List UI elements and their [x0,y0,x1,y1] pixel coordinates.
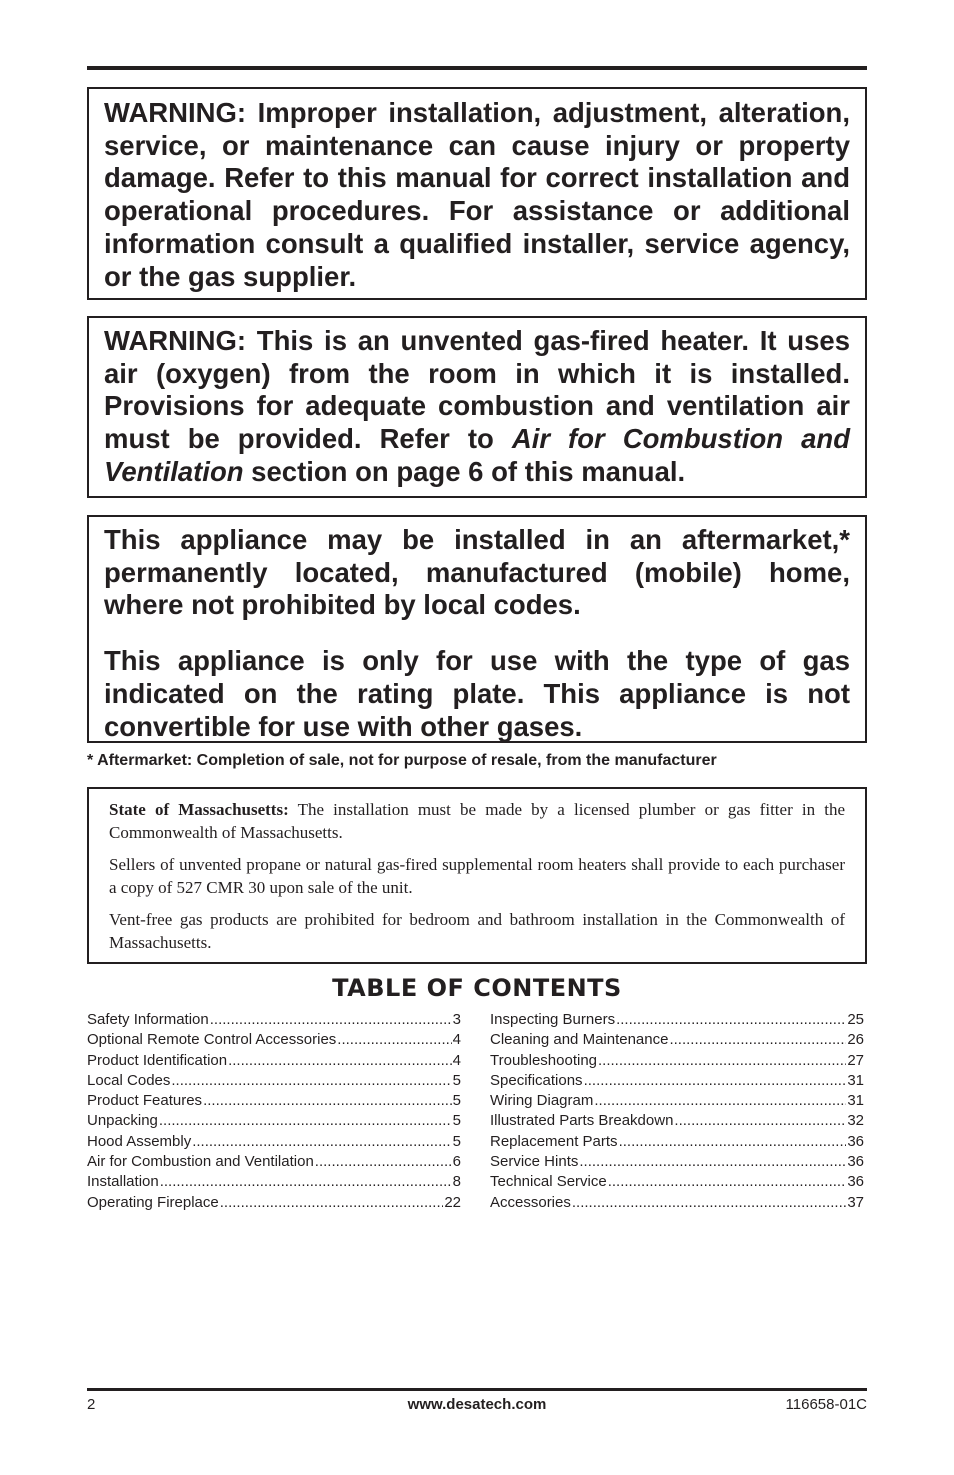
toc-leader-dots [228,1052,452,1069]
toc-leader-dots [171,1072,451,1089]
toc-leader-dots [220,1194,444,1211]
toc-entry-label: Specifications [490,1071,583,1089]
toc-entry-page: 5 [452,1132,461,1150]
toc-entry-page: 27 [847,1051,864,1069]
toc-entry[interactable] [490,1133,864,1153]
toc-entry-page: 37 [847,1193,864,1211]
toc-entry-label: Replacement Parts [490,1132,618,1150]
toc-entry[interactable] [490,1011,864,1031]
appliance-notice-box [87,515,867,743]
toc-leader-dots [337,1031,451,1048]
toc-entry[interactable] [490,1031,864,1051]
toc-entry-page: 4 [452,1031,461,1049]
toc-entry[interactable] [490,1112,864,1132]
toc-entry[interactable] [87,1011,461,1031]
toc-entry-page: 36 [847,1173,864,1191]
gas-type-notice: This appliance is only for use with the type of gas indicated on the rating plate. This appliance is not convertible for use with other gases. [104,645,850,742]
toc-entry-label: Installation [87,1173,159,1191]
toc-entry-label: Cleaning and Maintenance [490,1031,669,1049]
toc-entry-label: Inspecting Burners [490,1011,616,1028]
toc-entry-label: Safety Information [87,1011,209,1028]
aftermarket-footnote: * Aftermarket: Completion of sale, not for purpose of resale, from the manufacturer [87,752,717,769]
warning-box-unvented [87,316,867,498]
toc-entry-page: 26 [847,1031,864,1049]
toc-entry[interactable] [87,1173,461,1193]
massachusetts-box [87,787,867,964]
toc-leader-dots [619,1133,847,1150]
toc-entry-page: 31 [847,1092,864,1110]
mobile-home-notice: This appliance may be installed in an aftermarket,* permanently located, manufactured (mobile) home, where not prohibited by local codes. [104,524,850,621]
toc-entry-page: 6 [452,1153,461,1171]
toc-entry-label: Technical Service [490,1173,607,1191]
warning-unvented-section-ref: Air for Combustion and Ventilation [104,423,850,487]
toc-entry-label: Service Hints [490,1153,579,1171]
toc-entry-label: Unpacking [87,1112,158,1130]
toc-entry-label: Optional Remote Control Accessories [87,1031,337,1049]
toc-entry-label: Local Codes [87,1071,171,1089]
toc-entry[interactable] [87,1092,461,1112]
massachusetts-paragraph-2: Sellers of unvented propane or natural gas-fired supplemental room heaters shall provide to each purchaser a copy of 527 CMR 30 upon sale of the unit. [109,855,845,897]
toc-entry-page: 3 [452,1011,461,1028]
toc-entry-page: 5 [452,1092,461,1110]
massachusetts-p1-text: The installation must be made by a licensed plumber or gas fitter in the Commonwealth of Massachusetts. [109,800,845,842]
toc-entry-label: Accessories [490,1193,571,1211]
toc-entry-page: 25 [847,1011,864,1028]
website-url[interactable]: www.desatech.com [407,1396,547,1413]
toc-entry-page: 36 [847,1153,864,1171]
massachusetts-label: State of Massachusetts: [109,800,289,819]
toc-entry-page: 31 [847,1071,864,1089]
toc-entry[interactable] [87,1112,461,1132]
toc-leader-dots [598,1052,846,1069]
toc-leader-dots [616,1011,846,1028]
toc-entry-page: 8 [452,1173,461,1191]
toc-leader-dots [210,1011,452,1028]
warning-unvented-text [89,318,865,489]
toc-right-column [490,1011,864,1214]
toc-leader-dots [203,1092,452,1109]
toc-entry-label: Hood Assembly [87,1132,192,1150]
toc-leader-dots [192,1133,451,1150]
toc-entry[interactable] [87,1072,461,1092]
toc-leader-dots [579,1153,846,1170]
massachusetts-paragraph-3: Vent-free gas products are prohibited for bedroom and bathroom installation in the Commonwealth of Massachusetts. [109,910,845,952]
toc-leader-dots [594,1092,846,1109]
toc-leader-dots [584,1072,847,1089]
page-number: 2 [87,1396,96,1413]
toc-entry-label: Illustrated Parts Breakdown [490,1112,674,1130]
toc-entry[interactable] [490,1072,864,1092]
bottom-rule [87,1388,867,1391]
toc-entry[interactable] [490,1194,864,1214]
toc-entry[interactable] [87,1153,461,1173]
massachusetts-paragraph-1 [109,799,845,844]
toc-entry-label: Wiring Diagram [490,1092,594,1110]
toc-leader-dots [608,1173,847,1190]
toc-entry-label: Product Identification [87,1051,228,1069]
warning-installation-text: WARNING: Improper installation, adjustment, alteration, service, or maintenance can cause injury or property damage. Refer to this manual for correct installation and operational procedures. For assistance or additional information consult a qualified installer, service agency, or the gas supplier. [104,97,850,292]
top-rule [87,66,867,70]
toc-entry-page: 22 [444,1193,461,1211]
toc-entry[interactable] [490,1173,864,1193]
toc-entry-page: 36 [847,1132,864,1150]
toc-entry[interactable] [490,1153,864,1173]
toc-entry-label: Troubleshooting [490,1051,598,1069]
toc-leader-dots [315,1153,452,1170]
warning-unvented-part2: section on page 6 of this manual. [243,455,686,487]
toc-entry[interactable] [490,1052,864,1072]
toc-entry-page: 5 [452,1112,461,1130]
toc-entry-page: 4 [452,1051,461,1069]
toc-entry[interactable] [87,1133,461,1153]
toc-entry[interactable] [87,1194,461,1214]
toc-entry-label: Product Features [87,1092,203,1110]
toc-left-column [87,1011,461,1214]
toc-leader-dots [669,1031,846,1048]
toc-entry-page: 5 [452,1071,461,1089]
toc-leader-dots [572,1194,846,1211]
toc-entry[interactable] [87,1052,461,1072]
toc-entry-page: 32 [847,1112,864,1130]
toc-entry[interactable] [490,1092,864,1112]
toc-entry-label: Air for Combustion and Ventilation [87,1153,314,1171]
toc-leader-dots [674,1112,846,1129]
document-number: 116658-01C [785,1396,867,1413]
toc-entry[interactable] [87,1031,461,1051]
toc-entry-label: Operating Fireplace [87,1193,219,1211]
toc-leader-dots [160,1173,452,1190]
toc-leader-dots [159,1112,452,1129]
toc-title: TABLE OF CONTENTS [332,974,622,1002]
warning-unvented-part1: WARNING: This is an unvented gas-fired heater. It uses air (oxygen) from the room in which it is installed. Provisions for adequate combustion and ventilation air must be provided. Refer to [104,325,850,455]
warning-box-installation [87,87,867,300]
